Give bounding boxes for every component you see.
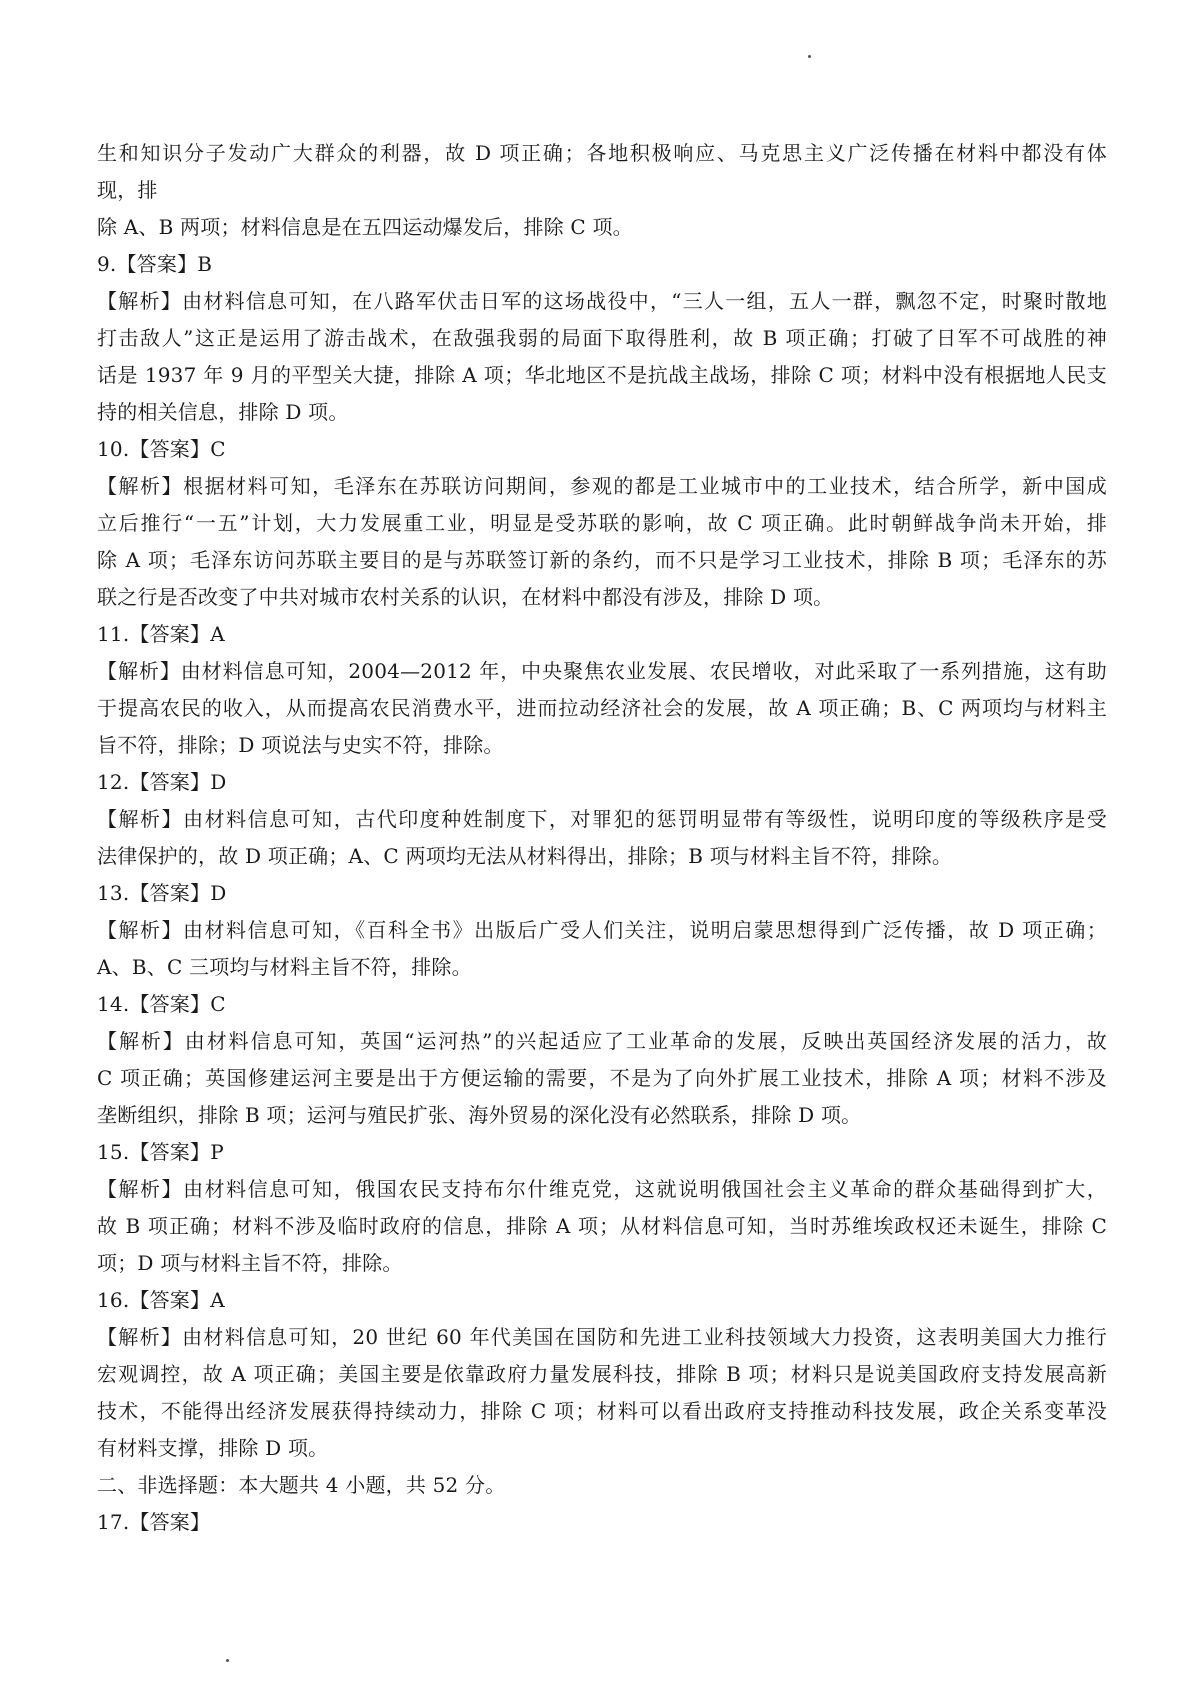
text-line: 有材料支撑，排除 D 项。 [97, 1436, 329, 1460]
text-line: 故 B 项正确；材料不涉及临时政府的信息，排除 A 项；从材料信息可知，当时苏维埃政权还未诞生，排除 C [97, 1214, 1107, 1238]
text-line: 持的相关信息，排除 D 项。 [97, 400, 349, 424]
text-line: 旨不符，排除；D 项说法与史实不符，排除。 [97, 733, 504, 757]
text-line: 除 A 项；毛泽东访问苏联主要目的是与苏联签订新的条约，而不只是学习工业技术，排除 B 项；毛泽东的苏 [97, 548, 1107, 572]
section-title: 二、非选择题：本大题共 4 小题，共 52 分。 [97, 1473, 506, 1497]
text-line: 联之行是否改变了中共对城市农村关系的认识，在材料中都没有涉及，排除 D 项。 [97, 585, 834, 609]
text-line: 【解析】由材料信息可知，在八路军伏击日军的这场战役中，“三人一组，五人一群，飘忽不定，时聚时散地 [97, 289, 1107, 313]
text-line: 打击敌人”这正是运用了游击战术，在敌强我弱的局面下取得胜利，故 B 项正确；打破了日军不可战胜的神 [97, 326, 1107, 350]
answer-explanations [97, 135, 1107, 1541]
answer-heading: 16.【答案】A [97, 1288, 225, 1312]
text-line: C 项正确；英国修建运河主要是出于方便运输的需要，不是为了向外扩展工业技术，排除 A 项；材料不涉及 [97, 1066, 1107, 1090]
answer-heading: 14.【答案】C [97, 992, 226, 1016]
answer-heading: 11.【答案】A [97, 622, 225, 646]
text-line: 【解析】由材料信息可知，2004—2012 年，中央聚焦农业发展、农民增收，对此采取了一系列措施，这有助 [97, 659, 1107, 683]
answer-heading: 12.【答案】D [97, 770, 227, 794]
text-line: 【解析】由材料信息可知，俄国农民支持布尔什维克党，这就说明俄国社会主义革命的群众基础得到扩大， [97, 1177, 1107, 1201]
text-line: 宏观调控，故 A 项正确；美国主要是依靠政府力量发展科技，排除 B 项；材料只是说美国政府支持发展高新 [97, 1362, 1107, 1386]
text-line: 立后推行“一五”计划，大力发展重工业，明显是受苏联的影响，故 C 项正确。此时朝鲜战争尚未开始，排 [97, 511, 1107, 535]
text-line: A、B、C 三项均与材料主旨不符，排除。 [97, 955, 472, 979]
answer-heading: 15.【答案】P [97, 1140, 224, 1164]
text-line: 【解析】根据材料可知，毛泽东在苏联访问期间，参观的都是工业城市中的工业技术，结合所学，新中国成 [97, 474, 1107, 498]
text-line: 项；D 项与材料主旨不符，排除。 [97, 1251, 403, 1275]
speck-mark [226, 1659, 229, 1662]
text-line: 生和知识分子发动广大群众的利器，故 D 项正确；各地积极响应、马克思主义广泛传播在材料中都没有体 [97, 141, 1107, 165]
text-line: 现，排 [97, 178, 158, 202]
answer-heading: 13.【答案】D [97, 881, 227, 905]
answer-heading: 17.【答案】 [97, 1510, 211, 1534]
text-line: 【解析】由材料信息可知，20 世纪 60 年代美国在国防和先进工业科技领域大力投资，这表明美国大力推行 [97, 1325, 1107, 1349]
text-line: 垄断组织，排除 B 项；运河与殖民扩张、海外贸易的深化没有必然联系，排除 D 项。 [97, 1103, 862, 1127]
text-line: 话是 1937 年 9 月的平型关大捷，排除 A 项；华北地区不是抗战主战场，排除 C 项；材料中没有根据地人民支 [97, 363, 1107, 387]
text-line: 法律保护的，故 D 项正确；A、C 两项均无法从材料得出，排除；B 项与材料主旨不符，排除。 [97, 844, 953, 868]
answer-heading: 9.【答案】B [97, 252, 213, 276]
text-line: 除 A、B 两项；材料信息是在五四运动爆发后，排除 C 项。 [97, 215, 633, 239]
text-line: 于提高农民的收入，从而提高农民消费水平，进而拉动经济社会的发展，故 A 项正确；B、C 两项均与材料主 [97, 696, 1107, 720]
text-line: 技术，不能得出经济发展获得持续动力，排除 C 项；材料可以看出政府支持推动科技发展，政企关系变革没 [97, 1399, 1107, 1423]
text-line: 【解析】由材料信息可知，古代印度种姓制度下，对罪犯的惩罚明显带有等级性，说明印度的等级秩序是受 [97, 807, 1107, 831]
text-line: 【解析】由材料信息可知，英国“运河热”的兴起适应了工业革命的发展，反映出英国经济发展的活力，故 [97, 1029, 1107, 1053]
text-line: 【解析】由材料信息可知，《百科全书》出版后广受人们关注，说明启蒙思想得到广泛传播，故 D 项正确； [97, 918, 1107, 942]
speck-mark [808, 55, 811, 58]
answer-heading: 10.【答案】C [97, 437, 226, 461]
